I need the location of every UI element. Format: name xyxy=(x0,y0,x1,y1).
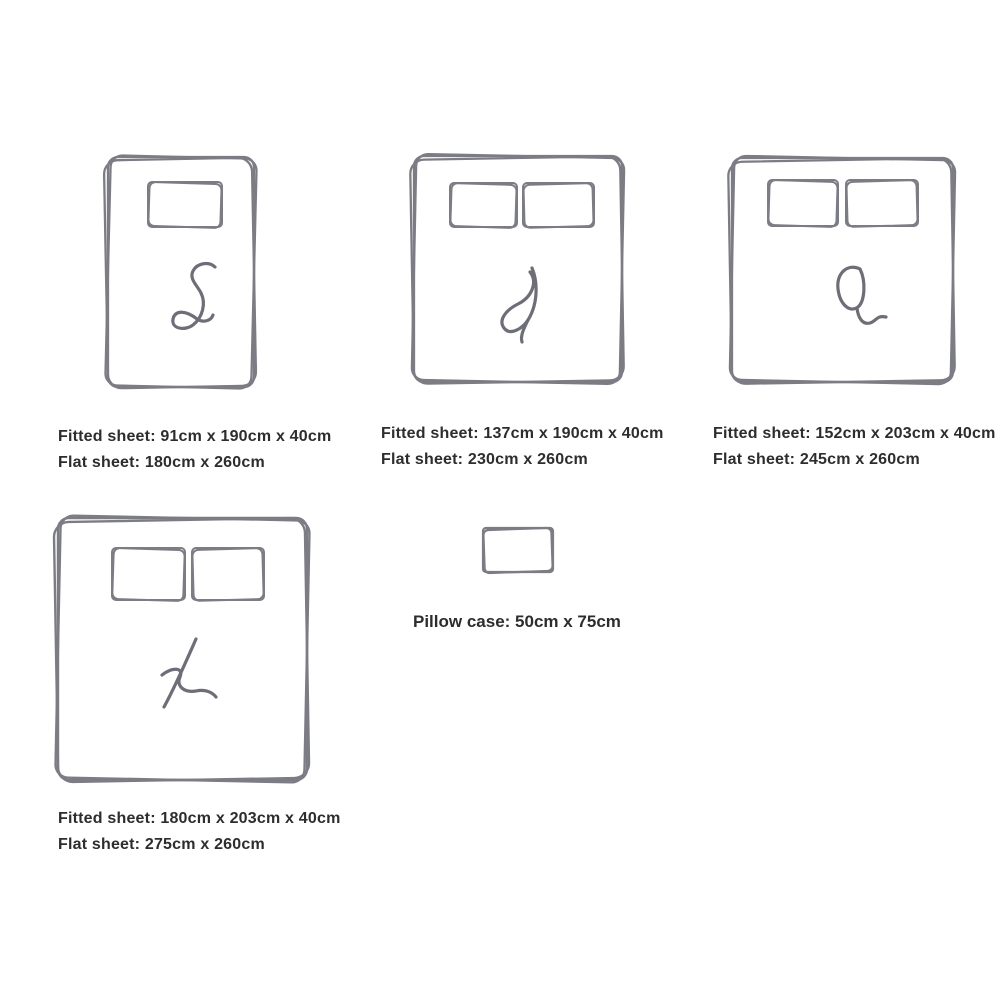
pillow-case-sketch xyxy=(476,519,560,581)
pillow-left xyxy=(450,183,517,228)
pillow-right xyxy=(846,180,918,227)
mattress-outline xyxy=(728,156,955,385)
pillow-right xyxy=(523,183,594,228)
king-size-label xyxy=(58,806,341,858)
size-letter-s xyxy=(173,264,215,329)
king-bed-sketch xyxy=(45,505,320,793)
mattress-outline xyxy=(104,155,257,388)
queen-bed-sketch xyxy=(720,146,965,394)
king-bed-icon xyxy=(45,505,320,793)
king-fitted-sheet-text: Fitted sheet: 180cm x 203cm x 40cm xyxy=(58,810,341,827)
pillow-left xyxy=(112,548,185,601)
size-letter-q xyxy=(838,267,886,323)
single-fitted-sheet-text: Fitted sheet: 91cm x 190cm x 40cm xyxy=(58,428,332,445)
queen-fitted-sheet-text: Fitted sheet: 152cm x 203cm x 40cm xyxy=(713,425,996,442)
single-flat-sheet-text: Flat sheet: 180cm x 260cm xyxy=(58,454,265,471)
size-letter-d xyxy=(502,268,536,342)
queen-bed-icon xyxy=(720,146,965,394)
queen-size-label xyxy=(713,421,996,473)
size-letter-k xyxy=(162,639,216,707)
pillow-case-label: Pillow case: 50cm x 75cm xyxy=(413,612,621,631)
double-fitted-sheet-text: Fitted sheet: 137cm x 190cm x 40cm xyxy=(381,425,664,442)
pillow-case-outline xyxy=(483,528,553,573)
double-flat-sheet-text: Flat sheet: 230cm x 260cm xyxy=(381,451,588,468)
single-bed-icon xyxy=(97,146,265,398)
pillow xyxy=(148,182,222,228)
king-flat-sheet-text: Flat sheet: 275cm x 260cm xyxy=(58,836,265,853)
pillow-left xyxy=(768,180,838,227)
double-bed-sketch xyxy=(402,144,634,394)
mattress-outline xyxy=(54,515,310,782)
queen-flat-sheet-text: Flat sheet: 245cm x 260cm xyxy=(713,451,920,468)
pillow-case-icon xyxy=(476,519,560,581)
double-size-label xyxy=(381,421,664,473)
single-bed-sketch xyxy=(97,146,265,398)
single-size-label xyxy=(58,424,331,476)
pillow-right xyxy=(192,548,264,601)
double-bed-icon xyxy=(402,144,634,394)
